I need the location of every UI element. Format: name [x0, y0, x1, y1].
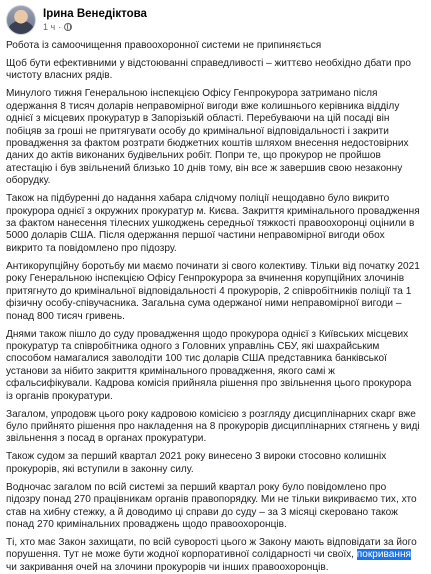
separator-dot: · [58, 21, 62, 32]
selected-text[interactable]: покривання [356, 549, 412, 561]
paragraph-title: Робота із самоочищення правоохоронної системи не припиняється [6, 40, 322, 51]
paragraph: Минулого тижня Генеральною інспекцією Офісу Генпрокурора затримано після одержання 8 тисяч доларів неправомірної вигоди вже колишнього керівника відділу однієї з місцевих прокуратур в Запорізькій області. Перебуваючи на цій посаді він побіцяв за гроші не притягувати особу до кримінальної відповідальності і закрити провадження за фактом розтрати бюджетних коштів шляхом внесення недостовірних даних до актів виконаних будівельних робіт. Попри те, що прокурор не пройшов атестацію і був звільнений близько 10 днів тому, він все ж завершив свою незаконну оборудку. [6, 88, 409, 187]
author-name[interactable]: Ірина Венедіктова [43, 7, 147, 20]
paragraph: Антикорупційну боротьбу ми маємо починати зі свого колективу. Тільки від початку 2021 року Генеральною інспекцією Офісу Генпрокурора за вчинення корупційних злочинів притягнуто до кримінальної відповідальності 4 прокурорів, 2 співробітників поліції та 1 фізичну особу-співучасника. Загальна сума одержаної ними неправомірної вигоди – понад 800 тисяч гривень. [6, 260, 420, 322]
post-subline [43, 22, 147, 32]
paragraph: Також на підбуренні до надання хабара слідчому поліції нещодавно було викрито прокурора однієї з окружних прокуратур м. Києва. Закриття кримінального провадження за фактом нанесення тілесних ушкоджень середньої тяжкості правоохоронці оцінили в 5000 доларів США. Після одержання першої частини неправомірної вигоди обох викрито та повідомлено про підозру. [6, 193, 420, 254]
paragraph: Щоб бути ефективними у відстоюванні справедливості – життєво необхідно дбати про чистоту власних рядів. [6, 58, 412, 82]
post-meta [43, 8, 147, 33]
paragraph-last[interactable] [6, 537, 421, 574]
paragraph: Також судом за перший квартал 2021 року винесено 3 вироки стосовно колишніх прокурорів, які вступили в законну силу. [6, 451, 387, 475]
post-time[interactable]: 1 ч [43, 21, 56, 32]
text-before-selection: Ті, хто має Закон захищати, по всій суворості цього ж Закону мають відповідати за його порушення. Тут не може бути жодної корпоративної солідарності чи своїх, [6, 536, 417, 561]
author-avatar[interactable] [6, 5, 36, 35]
paragraph: Загалом, упродовж цього року кадровою комісією з розгляду дисциплінарних скарг вже було прийнято рішення про накладення на 8 прокурорів дисциплінарних стягнень у виді звільнення з посад в органах прокуратури. [6, 408, 420, 445]
paragraph: Водночас загалом по всій системі за перший квартал року було повідомлено про підозру понад 270 працівникам органів правопорядку. Ми не тільки викриваємо тих, хто став на хибну стежку, а й доводимо ці справи до суду – за 3 місяці скеровано також понад 270 кримінальних проваджень щодо правоохоронців. [6, 481, 417, 530]
globe-icon[interactable] [64, 23, 72, 31]
post-header [6, 0, 427, 40]
paragraph: Днями також пішло до суду провадження щодо прокурора однієї з Київських місцевих прокуратур та співробітника одного з Головних управлінь СБУ, які шахрайським способом намагалися заволодіти 100 тис доларів США представника банківської установи за нібито закриття кримінального провадження, якого самі ж сфальсифікували. Кадрова комісія прийняла рішення про звільнення цього прокурора із органів прокуратури. [6, 328, 412, 402]
text-after-selection: чи закривання очей на злочини прокурорів чи інших правоохоронців. [6, 561, 329, 573]
post-body [6, 40, 427, 574]
